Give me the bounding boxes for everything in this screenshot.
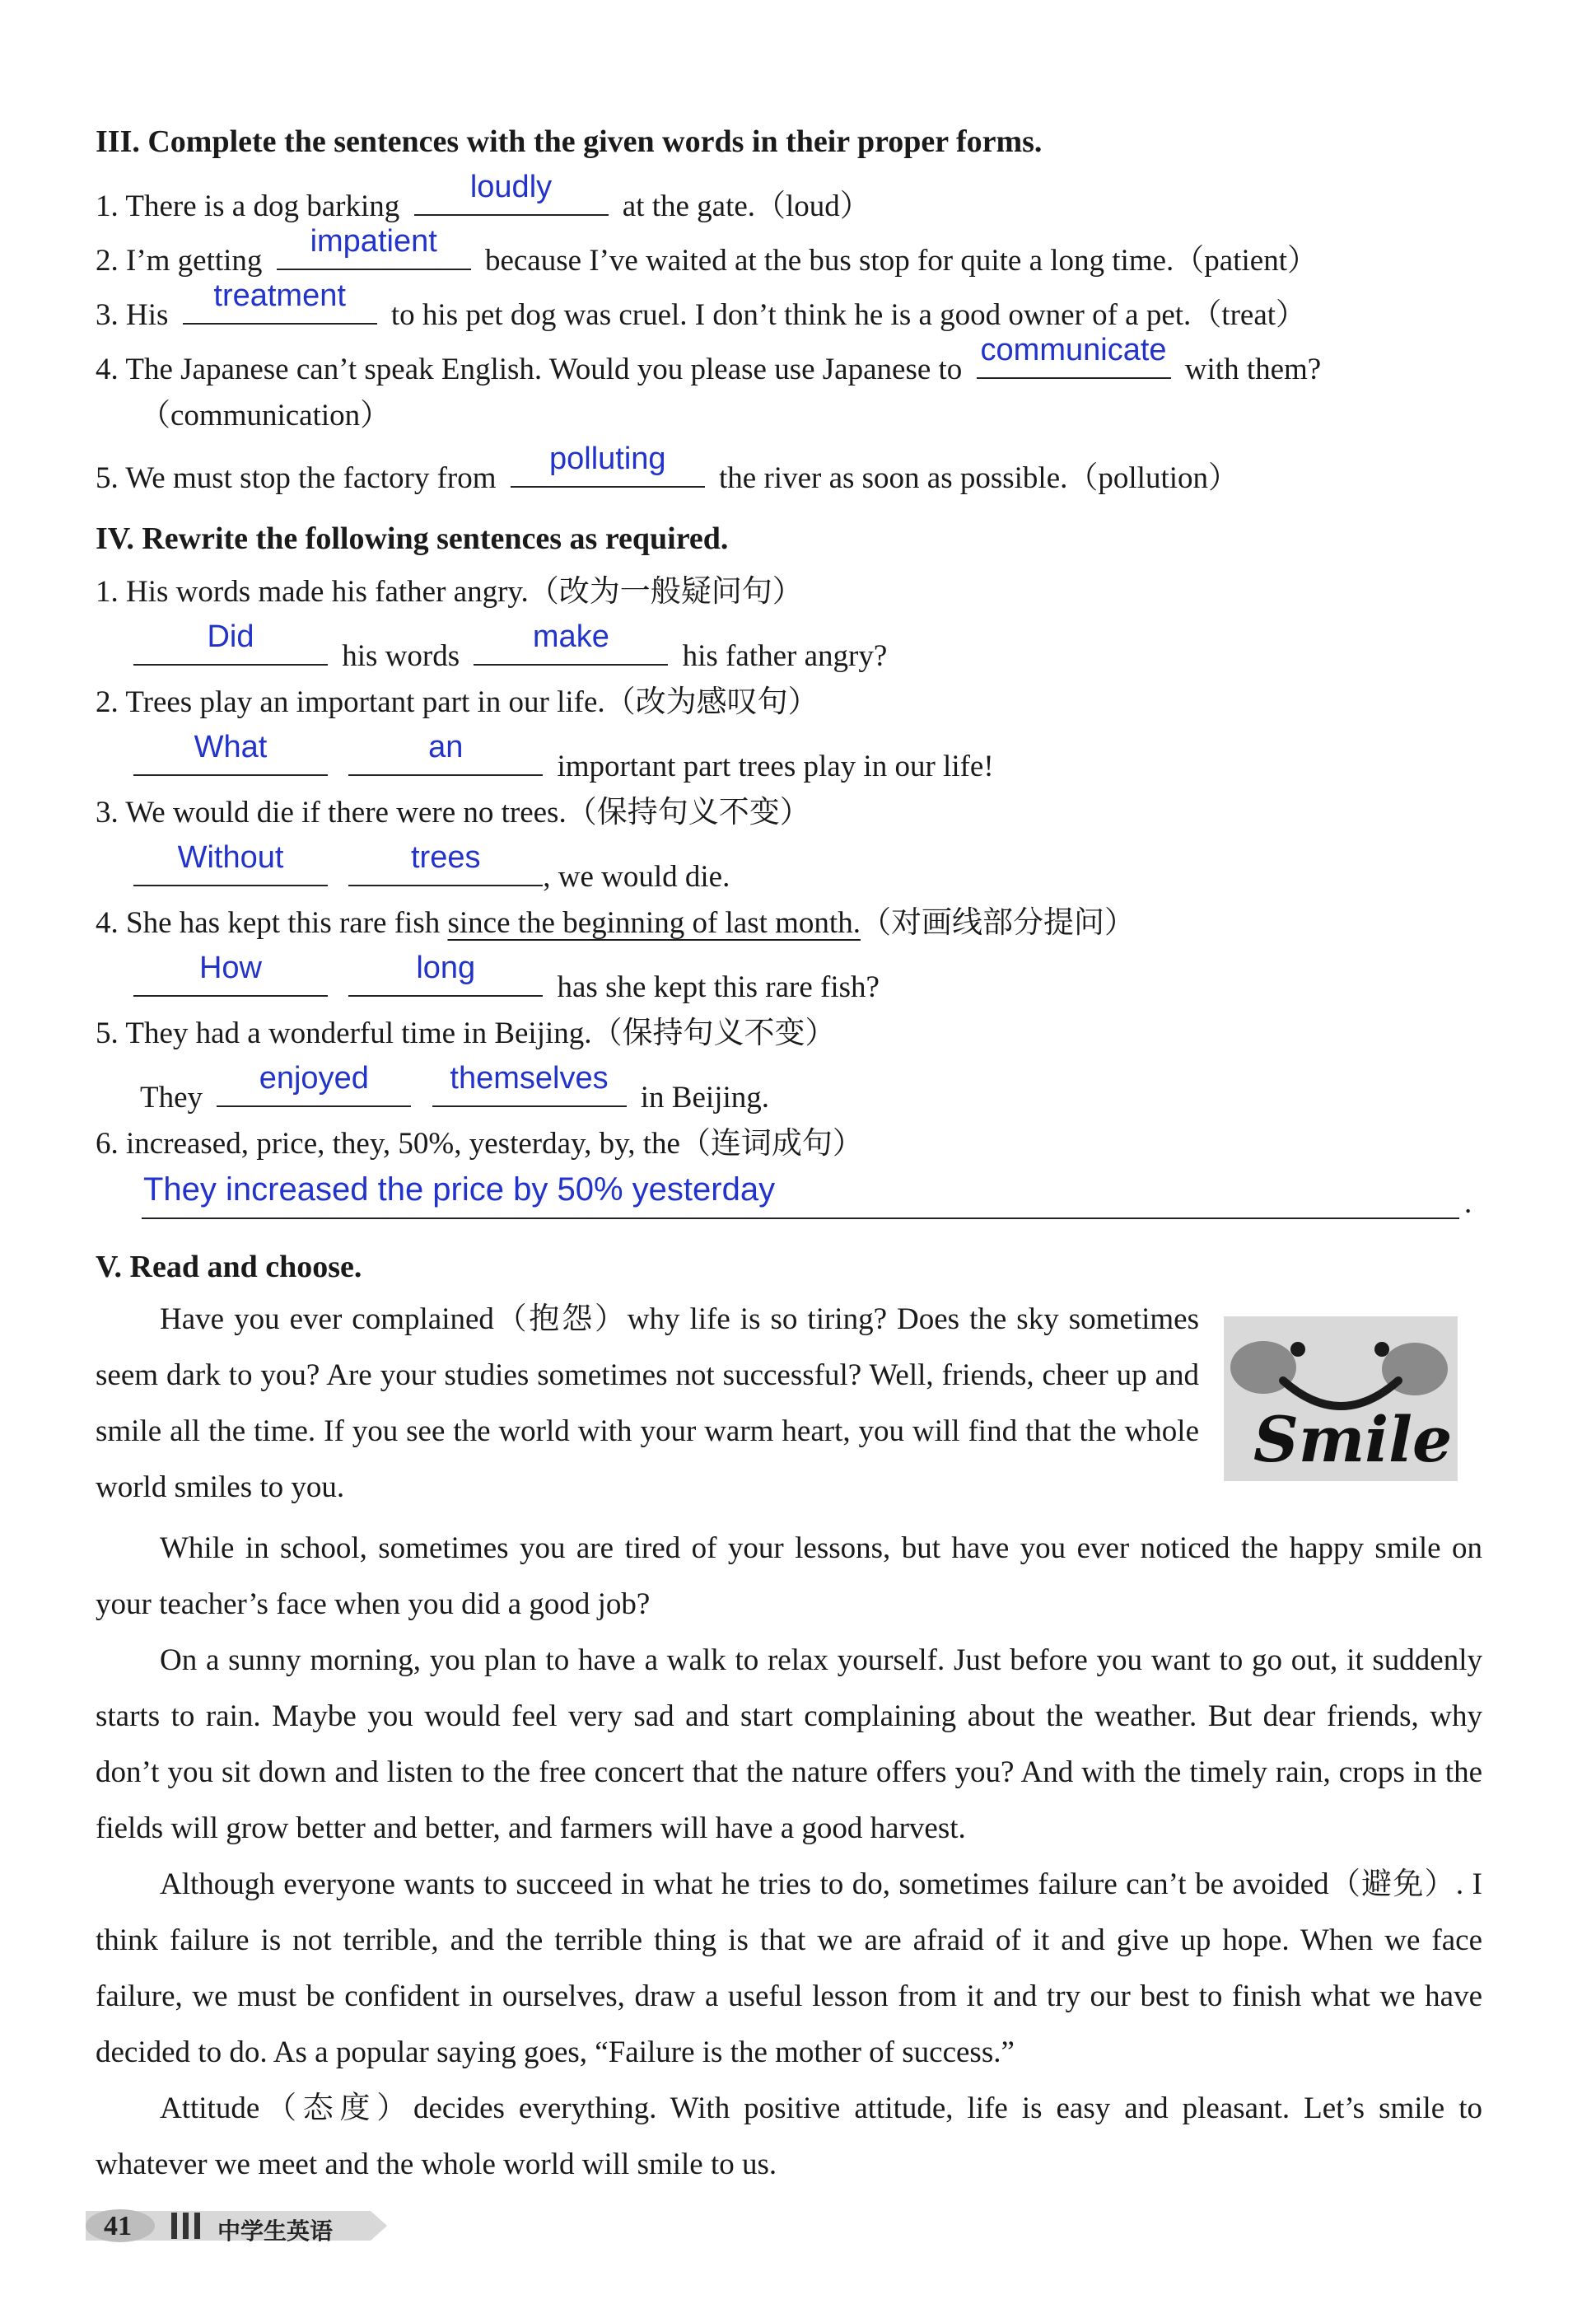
handwritten-answer: treatment: [213, 278, 346, 313]
handwritten-answer: They increased the price by 50% yesterday: [143, 1171, 776, 1208]
s4-item-4-answer: [133, 951, 880, 1004]
reading-paragraph-5: Attitude（态度）decides everything. With positive attitude, life is easy and pleasant. Let’s smile to whatever we meet and the whole world will smile to us.: [96, 2091, 1482, 2181]
item-number: 1.: [96, 189, 119, 223]
s3-item-2: [96, 224, 1318, 278]
answer-blank[interactable]: [277, 224, 471, 270]
question-text: She has kept this rare fish: [126, 906, 441, 940]
item-number: 2.: [96, 685, 119, 719]
s4-item-5-answer: [140, 1061, 770, 1115]
answer-blank[interactable]: [432, 1061, 627, 1107]
s3-item-3: [96, 278, 1307, 332]
sentence-text: , we would die.: [543, 860, 730, 894]
sentence-text: We must stop the factory from: [125, 461, 497, 495]
s4-item-1-answer: [133, 619, 888, 673]
answer-blank[interactable]: [348, 840, 543, 886]
item-number: 3.: [96, 298, 119, 332]
s4-item-6-question: [96, 1129, 863, 1159]
answer-blank[interactable]: [977, 333, 1171, 379]
answer-blank[interactable]: [474, 619, 668, 666]
sentence-end-period: .: [1464, 1186, 1472, 1220]
question-text: （对画线部分提问）: [860, 906, 1135, 940]
sentence-text: the river as soon as possible.（pollution）: [719, 461, 1239, 495]
reading-paragraph-4: Although everyone wants to succeed in what he tries to do, sometimes failure can’t be avoided（避免）. I think failure is not terrible, and the terrible thing is that we are afraid of it and give up hope. When we face failure, we must be confident in ourselves, draw a useful lesson from it and try our best to finish what we have decided to do. As a popular saying goes, “Failure is the mother of success.”: [96, 1867, 1482, 2069]
question-text: His words made his father angry.（改为一般疑问句）: [126, 575, 803, 609]
handwritten-answer: long: [416, 951, 476, 985]
sentence-text: important part trees play in our life!: [557, 750, 994, 783]
page-number: 41: [104, 2211, 132, 2241]
answer-blank[interactable]: [183, 278, 377, 325]
answer-blank[interactable]: [133, 951, 328, 997]
item-number: 5.: [96, 461, 119, 495]
sentence-text: with them?: [1184, 353, 1322, 386]
handwritten-answer: Did: [207, 619, 254, 654]
handwritten-answer: make: [532, 619, 609, 654]
sentence-text: I’m getting: [126, 244, 263, 278]
handwritten-answer: polluting: [548, 442, 666, 476]
sentence-text: They: [140, 1081, 203, 1115]
s4-item-1-question: [96, 577, 803, 607]
question-text: We would die if there were no trees.（保持句义不变）: [125, 796, 810, 830]
item-number: 2.: [96, 244, 119, 278]
s4-item-3-question: [96, 797, 810, 828]
answer-blank[interactable]: [414, 170, 609, 216]
section-4-title: IV. Rewrite the following sentences as required.: [96, 521, 729, 556]
s4-item-2-question: [96, 687, 819, 717]
sentence-text: to his pet dog was cruel. I don’t think he is a good owner of a pet.（treat）: [390, 298, 1307, 332]
handwritten-answer: Without: [177, 840, 284, 875]
item-number: 5.: [96, 1016, 119, 1050]
question-text: They had a wonderful time in Beijing.（保持句义不变）: [125, 1016, 836, 1050]
handwritten-answer: loudly: [469, 170, 553, 204]
answer-blank[interactable]: [511, 442, 705, 488]
s4-item-2-answer: [133, 730, 994, 783]
question-text: Trees play an important part in our life.（改为感叹句）: [125, 685, 819, 719]
sentence-text: There is a dog barking: [125, 189, 400, 223]
item-number: 3.: [96, 796, 119, 830]
sentence-text: because I’ve waited at the bus stop for quite a long time.（patient）: [484, 244, 1318, 278]
sentence-text: at the gate.（loud）: [622, 189, 870, 223]
item-number: 6.: [96, 1127, 119, 1161]
item-number: 4.: [96, 906, 119, 940]
answer-blank[interactable]: [133, 730, 328, 776]
answer-blank[interactable]: [348, 951, 543, 997]
answer-blank[interactable]: [348, 730, 543, 776]
book-title: 中学生英语: [217, 2218, 334, 2245]
sentence-text: His: [126, 298, 169, 332]
s3-item-4-continued: （communication）: [140, 399, 391, 432]
handwritten-answer: impatient: [310, 224, 437, 259]
s4-item-3-answer: [133, 840, 730, 894]
sentence-text: in Beijing.: [640, 1081, 770, 1115]
s3-item-1: [96, 170, 870, 223]
item-number: 1.: [96, 575, 119, 609]
answer-blank[interactable]: [133, 840, 328, 886]
underlined-phrase: since the beginning of last month.: [447, 906, 861, 940]
handwritten-answer: trees: [411, 840, 481, 875]
section-3-title: III. Complete the sentences with the given words in their proper forms.: [96, 124, 1043, 159]
sentence-text: his words: [342, 639, 460, 673]
handwritten-answer: How: [198, 951, 263, 985]
smile-word: Smile: [1253, 1403, 1453, 1476]
reading-paragraph-3: On a sunny morning, you plan to have a walk to relax yourself. Just before you want to go out, it suddenly starts to rain. Maybe you would feel very sad and start complaining about the weather. But dear friends, why don’t you sit down and listen to the free concert that the nature offers you? And with the timely rain, crops in the fields will grow better and better, and farmers will have a good harvest.: [96, 1643, 1482, 1845]
answer-line[interactable]: [142, 1216, 1459, 1219]
sentence-text: The Japanese can’t speak English. Would you please use Japanese to: [125, 353, 963, 386]
handwritten-answer: communicate: [980, 333, 1167, 367]
smile-illustration: [1224, 1316, 1458, 1481]
page-footer: [86, 2208, 390, 2244]
section-5-title: V. Read and choose.: [96, 1250, 362, 1284]
reading-paragraph-2: While in school, sometimes you are tired of your lessons, but have you ever noticed the happy smile on your teacher’s face when you did a good job?: [96, 1531, 1482, 1621]
sentence-text: his father angry?: [682, 639, 888, 673]
item-number: 4.: [96, 353, 119, 386]
handwritten-answer: enjoyed: [259, 1061, 369, 1096]
handwritten-answer: What: [194, 730, 268, 764]
reading-paragraph-1: Have you ever complained（抱怨）why life is so tiring? Does the sky sometimes seem dark to you? Are your studies sometimes not successful? Well, friends, cheer up and smile all the time. If you see the world with your warm heart, you will find that the whole world smiles to you.: [96, 1302, 1199, 1504]
handwritten-answer: an: [428, 730, 464, 764]
handwritten-answer: themselves: [450, 1061, 609, 1096]
answer-blank[interactable]: [133, 619, 328, 666]
s4-item-4-question: [96, 908, 1135, 938]
question-text: increased, price, they, 50%, yesterday, by, the（连词成句）: [126, 1127, 863, 1161]
s3-item-5: [96, 442, 1239, 495]
sentence-text: has she kept this rare fish?: [557, 970, 880, 1004]
s3-item-4: [96, 333, 1322, 386]
answer-blank[interactable]: [217, 1061, 411, 1107]
s4-item-5-question: [96, 1018, 836, 1049]
